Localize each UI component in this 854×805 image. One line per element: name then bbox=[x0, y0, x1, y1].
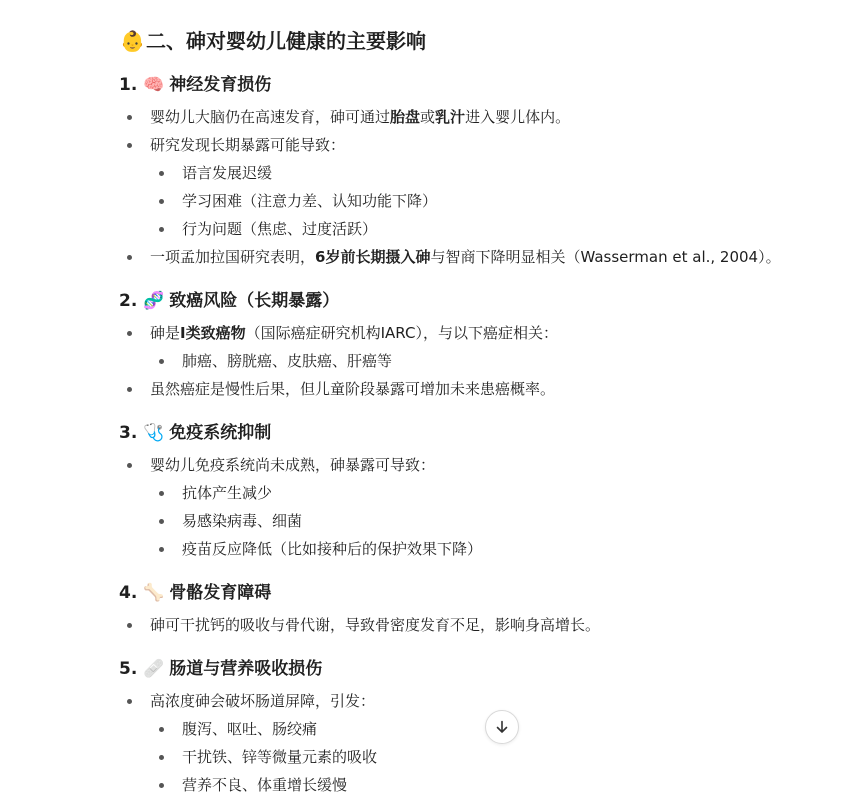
baby-emoji-icon: 👶 bbox=[120, 29, 145, 53]
bold-term: I类致癌物 bbox=[180, 324, 246, 342]
sub-list-item: 抗体产生减少 bbox=[182, 482, 272, 504]
subheading-2 bbox=[119, 289, 339, 313]
subheading-title: 肠道与营养吸收损伤 bbox=[169, 659, 323, 679]
sub-list-item: 语言发展迟缓 bbox=[182, 162, 272, 184]
sub-list-item: 易感染病毒、细菌 bbox=[182, 510, 302, 532]
subheading-title: 骨骼发育障碍 bbox=[169, 583, 272, 603]
bullet-icon bbox=[159, 171, 164, 176]
bullet-icon bbox=[159, 359, 164, 364]
stethoscope-emoji-icon: 🩺 bbox=[143, 423, 165, 443]
bullet-icon bbox=[159, 547, 164, 552]
brain-emoji-icon: 🧠 bbox=[143, 75, 165, 95]
bold-term: 胎盘 bbox=[390, 108, 421, 126]
bullet-icon bbox=[159, 783, 164, 788]
list-item: 婴幼儿免疫系统尚未成熟，砷暴露可导致： bbox=[150, 454, 435, 476]
subheading-title: 致癌风险（长期暴露） bbox=[169, 291, 340, 311]
list-item: 研究发现长期暴露可能导致： bbox=[150, 134, 345, 156]
bullet-icon bbox=[159, 727, 164, 732]
subheading-5 bbox=[119, 657, 322, 681]
bullet-icon bbox=[159, 755, 164, 760]
bold-term: 6岁前长期摄入砷 bbox=[315, 248, 431, 266]
subheading-title: 神经发育损伤 bbox=[169, 75, 272, 95]
subheading-number: 5. bbox=[119, 659, 138, 679]
bandage-emoji-icon: 🩹 bbox=[143, 659, 165, 679]
sub-list-item: 腹泻、呕吐、肠绞痛 bbox=[182, 718, 317, 740]
list-item: 虽然癌症是慢性后果，但儿童阶段暴露可增加未来患癌概率。 bbox=[150, 378, 555, 400]
bullet-icon bbox=[159, 227, 164, 232]
scroll-to-bottom-button[interactable] bbox=[485, 710, 519, 744]
bullet-icon bbox=[127, 331, 132, 336]
bone-emoji-icon: 🦴 bbox=[143, 583, 165, 603]
subheading-number: 3. bbox=[119, 423, 138, 443]
bold-term: 乳汁 bbox=[435, 108, 466, 126]
dna-emoji-icon: 🧬 bbox=[143, 291, 165, 311]
bullet-icon bbox=[127, 115, 132, 120]
bullet-icon bbox=[127, 387, 132, 392]
bullet-icon bbox=[127, 143, 132, 148]
sub-list-item: 行为问题（焦虑、过度活跃） bbox=[182, 218, 377, 240]
subheading-number: 1. bbox=[119, 75, 138, 95]
sub-list-item: 干扰铁、锌等微量元素的吸收 bbox=[182, 746, 377, 768]
list-item: 婴幼儿大脑仍在高速发育，砷可通过胎盘或乳汁进入婴儿体内。 bbox=[150, 106, 570, 128]
subheading-title: 免疫系统抑制 bbox=[169, 423, 272, 443]
subheading-number: 4. bbox=[119, 583, 138, 603]
section-heading bbox=[120, 26, 426, 56]
sub-list-item: 学习困难（注意力差、认知功能下降） bbox=[182, 190, 437, 212]
sub-list-item: 营养不良、体重增长缓慢 bbox=[182, 774, 347, 796]
list-item: 高浓度砷会破坏肠道屏障，引发： bbox=[150, 690, 375, 712]
list-item: 一项孟加拉国研究表明，6岁前长期摄入砷与智商下降明显相关（Wasserman et al., 2004）。 bbox=[150, 246, 781, 268]
subheading-4 bbox=[119, 581, 271, 605]
bullet-icon bbox=[127, 699, 132, 704]
subheading-1 bbox=[119, 73, 271, 97]
bullet-icon bbox=[127, 255, 132, 260]
arrow-down-icon bbox=[494, 719, 510, 735]
subheading-3 bbox=[119, 421, 271, 445]
bullet-icon bbox=[159, 199, 164, 204]
bullet-icon bbox=[159, 491, 164, 496]
section-heading-text: 二、砷对婴幼儿健康的主要影响 bbox=[146, 29, 426, 53]
list-item: 砷可干扰钙的吸收与骨代谢，导致骨密度发育不足，影响身高增长。 bbox=[150, 614, 600, 636]
sub-list-item: 疫苗反应降低（比如接种后的保护效果下降） bbox=[182, 538, 482, 560]
subheading-number: 2. bbox=[119, 291, 138, 311]
list-item: 砷是I类致癌物（国际癌症研究机构IARC），与以下癌症相关： bbox=[150, 322, 558, 344]
bullet-icon bbox=[127, 623, 132, 628]
bullet-icon bbox=[127, 463, 132, 468]
sub-list-item: 肺癌、膀胱癌、皮肤癌、肝癌等 bbox=[182, 350, 392, 372]
bullet-icon bbox=[159, 519, 164, 524]
